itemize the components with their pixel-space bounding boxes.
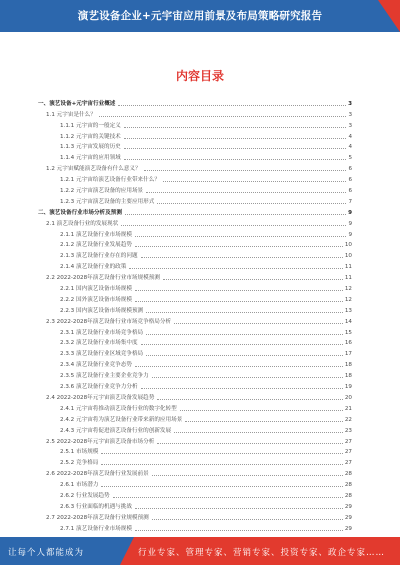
toc-entry[interactable] <box>38 172 352 183</box>
toc-entry-page: 27 <box>344 438 352 445</box>
toc-entry-page: 28 <box>344 492 352 499</box>
toc-entry[interactable] <box>38 161 352 172</box>
toc-entry-label: 2.4.3 元宇宙将促进演艺设备行业的创新发展 <box>60 427 172 434</box>
toc-entry-label: 2.1.1 演艺设备行业市场规模 <box>60 231 132 238</box>
toc-entry[interactable] <box>38 96 352 107</box>
toc-entry-page: 10 <box>344 242 352 249</box>
toc-dot-leader <box>174 432 343 433</box>
toc-dot-leader <box>157 443 343 444</box>
footer-banner <box>0 537 400 565</box>
toc-entry[interactable] <box>38 314 352 325</box>
toc-entry-page: 11 <box>344 275 352 282</box>
toc-entry-label: 2.6.3 行业面临的机遇与挑战 <box>60 503 132 510</box>
toc-entry-label: 2.1.4 演艺设备行业的政策 <box>60 264 127 271</box>
toc-entry-page: 27 <box>344 449 352 456</box>
toc-entry-page: 22 <box>344 416 352 423</box>
toc-entry[interactable] <box>38 118 352 129</box>
toc-entry-label: 2.3.2 演艺设备行业市场集中度 <box>60 340 138 347</box>
toc-dot-leader <box>101 486 342 487</box>
toc-entry[interactable] <box>38 194 352 205</box>
toc-dot-leader <box>125 214 346 215</box>
report-header <box>0 0 400 32</box>
toc-entry-page: 21 <box>344 405 352 412</box>
toc-entry[interactable] <box>38 412 352 423</box>
toc-entry[interactable] <box>38 281 352 292</box>
toc-entry-page: 14 <box>344 318 352 325</box>
toc-entry-page: 16 <box>344 340 352 347</box>
toc-entry[interactable] <box>38 445 352 456</box>
toc-entry-label: 2.4.1 元宇宙将推动演艺设备行业的数字化转型 <box>60 405 177 412</box>
toc-entry[interactable] <box>38 368 352 379</box>
toc-entry[interactable] <box>38 227 352 238</box>
toc-entry[interactable] <box>38 434 352 445</box>
toc-dot-leader <box>163 279 343 280</box>
toc-entry[interactable] <box>38 423 352 434</box>
toc-entry[interactable] <box>38 401 352 412</box>
toc-entry-label: 2.5.1 市场规模 <box>60 449 99 456</box>
toc-entry[interactable] <box>38 107 352 118</box>
toc-entry-label: 2.6 2022-2028年演艺设备行业发展前景 <box>46 471 149 478</box>
toc-entry-label: 1.1.1 元宇宙的一般定义 <box>60 122 121 129</box>
toc-entry-label: 2.4 2022-2028年元宇宙演艺设备发展趋势 <box>46 394 155 401</box>
toc-entry-page: 18 <box>344 373 352 380</box>
report-title: 演艺设备企业+元宇宙应用前景及布局策略研究报告 <box>77 10 323 22</box>
toc-dot-leader <box>146 192 346 193</box>
toc-entry-page: 18 <box>344 362 352 369</box>
toc-entry-label: 1.1.2 元宇宙的关键技术 <box>60 133 121 140</box>
toc-entry-page: 28 <box>344 482 352 489</box>
toc-entry-label: 2.6.2 行业发展趋势 <box>60 492 110 499</box>
toc-entry[interactable] <box>38 390 352 401</box>
toc-entry-label: 2.3.5 演艺设备行业主要企业竞争力 <box>60 373 149 380</box>
toc-entry[interactable] <box>38 510 352 521</box>
toc-entry[interactable] <box>38 183 352 194</box>
toc-entry-page: 6 <box>348 188 352 195</box>
toc-entry-label: 2.5 2022-2028年元宇宙演艺设备市场分析 <box>46 438 155 445</box>
toc-dot-leader <box>180 410 343 411</box>
toc-entry-label: 2.7.1 演艺设备行业市场规模 <box>60 525 132 532</box>
toc-dot-leader <box>157 203 346 204</box>
toc-entry-page: 13 <box>344 307 352 314</box>
toc-entry[interactable] <box>38 477 352 488</box>
toc-entry-label: 2.2 2022-2028年演艺设备行业市场规模预测 <box>46 275 160 282</box>
toc-dot-leader <box>152 475 343 476</box>
toc-entry[interactable] <box>38 129 352 140</box>
toc-entry-page: 3 <box>348 122 352 129</box>
toc-entry-page: 3 <box>348 111 352 118</box>
toc-entry-page: 28 <box>344 471 352 478</box>
toc-dot-leader <box>146 334 343 335</box>
toc-dot-leader <box>152 377 343 378</box>
toc-entry-page: 11 <box>344 264 352 271</box>
toc-entry-label: 2.7 2022-2028年演艺设备行业规模预测 <box>46 514 149 521</box>
toc-entry-page: 27 <box>344 460 352 467</box>
toc-entry[interactable] <box>38 205 352 216</box>
toc-entry-label: 1.2.1 元宇宙给演艺设备行业带来什么？ <box>60 177 160 184</box>
toc-dot-leader <box>124 138 347 139</box>
toc-entry[interactable] <box>38 248 352 259</box>
toc-dot-leader <box>163 181 347 182</box>
toc-entry[interactable] <box>38 488 352 499</box>
toc-dot-leader <box>113 497 343 498</box>
toc-entry-page: 29 <box>344 525 352 532</box>
toc-entry-label: 2.3.3 演艺设备行业区域竞争格局 <box>60 351 144 358</box>
toc-entry[interactable] <box>38 521 352 532</box>
toc-dot-leader <box>135 236 346 237</box>
toc-dot-leader <box>124 127 347 128</box>
toc-entry-page: 10 <box>344 253 352 260</box>
toc-entry[interactable] <box>38 150 352 161</box>
toc-entry[interactable] <box>38 455 352 466</box>
toc-dot-leader <box>135 290 343 291</box>
toc-entry-label: 2.6.1 市场潜力 <box>60 482 99 489</box>
toc-entry-page: 4 <box>348 133 352 140</box>
toc-dot-leader <box>101 453 342 454</box>
toc-entry-page: 17 <box>344 351 352 358</box>
toc-dot-leader <box>124 148 347 149</box>
header-corner-accent <box>378 0 400 32</box>
toc-dot-leader <box>146 355 343 356</box>
toc-entry[interactable] <box>38 336 352 347</box>
toc-entry-page: 5 <box>348 155 352 162</box>
toc-dot-leader <box>99 116 347 117</box>
toc-dot-leader <box>121 225 346 226</box>
toc-entry-page: 19 <box>344 384 352 391</box>
toc-entry[interactable] <box>38 216 352 227</box>
toc-entry-page: 9 <box>348 231 352 238</box>
toc-dot-leader <box>141 344 343 345</box>
toc-entry-page: 4 <box>348 144 352 151</box>
toc-entry[interactable] <box>38 466 352 477</box>
toc-entry-page: 29 <box>344 503 352 510</box>
toc-dot-leader <box>135 246 343 247</box>
toc-dot-leader <box>101 464 342 465</box>
toc-entry[interactable] <box>38 270 352 281</box>
toc-dot-leader <box>144 170 347 171</box>
toc-entry-page: 29 <box>344 514 352 521</box>
toc-entry-label: 2.3.4 演艺设备行业竞争态势 <box>60 362 132 369</box>
toc-entry[interactable] <box>38 140 352 151</box>
toc-entry[interactable] <box>38 238 352 249</box>
footer-expert-list: 行业专家、管理专家、营销专家、投资专家、政企专家…… <box>138 548 386 558</box>
toc-entry[interactable] <box>38 303 352 314</box>
toc-dot-leader <box>141 388 343 389</box>
toc-dot-leader <box>185 421 343 422</box>
toc-entry-label: 2.2.1 国内演艺设备市场规模 <box>60 286 132 293</box>
toc-dot-leader <box>152 519 343 520</box>
toc-entry-page: 9 <box>348 220 352 227</box>
toc-entry-label: 2.3.1 演艺设备行业市场竞争格局 <box>60 329 144 336</box>
toc-entry-page: 12 <box>344 286 352 293</box>
toc-dot-leader <box>135 530 343 531</box>
toc-entry-label: 2.1.2 演艺设备行业发展趋势 <box>60 242 132 249</box>
toc-dot-leader <box>146 312 343 313</box>
toc-dot-leader <box>174 323 343 324</box>
toc-entry-page: 12 <box>344 296 352 303</box>
toc-entry-label: 1.2.3 元宇宙演艺设备的主要应用形式 <box>60 198 155 205</box>
toc-entry-page: 9 <box>348 209 352 216</box>
toc-entry-label: 2.3 2022-2028年演艺设备行业市场竞争格局分析 <box>46 318 172 325</box>
toc-entry-label: 1.1.4 元宇宙的应用领域 <box>60 155 121 162</box>
toc-entry-label: 2.2.2 国外演艺设备市场规模 <box>60 296 132 303</box>
table-of-contents <box>38 96 352 532</box>
toc-entry-label: 2.4.2 元宇宙将为演艺设备行业带来新的应用场景 <box>60 416 183 423</box>
toc-entry-page: 15 <box>344 329 352 336</box>
toc-entry-label: 2.1.3 演艺设备行业存在的问题 <box>60 253 138 260</box>
toc-dot-leader <box>118 105 346 106</box>
toc-dot-leader <box>129 268 343 269</box>
toc-entry[interactable] <box>38 346 352 357</box>
toc-entry[interactable] <box>38 499 352 510</box>
toc-entry[interactable] <box>38 357 352 368</box>
toc-entry-label: 1.2 元宇宙赋能演艺设备有什么意义？ <box>46 166 141 173</box>
toc-entry-label: 一、演艺设备+元宇宙行业概述 <box>38 100 116 107</box>
toc-entry-label: 1.1.3 元宇宙发展的历史 <box>60 144 121 151</box>
toc-dot-leader <box>135 366 343 367</box>
toc-entry-label: 1.2.2 元宇宙演艺设备的应用场景 <box>60 188 144 195</box>
toc-title: 内容目录 <box>175 69 224 83</box>
toc-entry[interactable] <box>38 292 352 303</box>
toc-entry-label: 二、演艺设备行业市场分析及预测 <box>38 209 122 216</box>
toc-dot-leader <box>157 399 343 400</box>
toc-entry-label: 2.3.6 演艺设备行业竞争力分析 <box>60 384 138 391</box>
toc-entry[interactable] <box>38 379 352 390</box>
toc-entry-label: 1.1 元宇宙是什么？ <box>46 111 96 118</box>
toc-dot-leader <box>135 508 343 509</box>
toc-dot-leader <box>135 301 343 302</box>
toc-entry-page: 3 <box>348 100 352 107</box>
toc-dot-leader <box>124 159 347 160</box>
footer-slogan: 让每个人都能成为 <box>8 548 85 558</box>
toc-entry-page: 6 <box>348 177 352 184</box>
toc-entry-label: 2.5.2 竞争格局 <box>60 460 99 467</box>
toc-entry[interactable] <box>38 259 352 270</box>
toc-entry-page: 20 <box>344 394 352 401</box>
toc-entry-page: 23 <box>344 427 352 434</box>
toc-entry-page: 7 <box>348 198 352 205</box>
toc-entry[interactable] <box>38 325 352 336</box>
toc-entry-label: 2.2.3 国内演艺设备市场规模预测 <box>60 307 144 314</box>
footer-slant-accent <box>120 537 134 565</box>
toc-entry-page: 6 <box>348 166 352 173</box>
toc-dot-leader <box>141 257 343 258</box>
toc-entry-label: 2.1 演艺设备行业的发展现状 <box>46 220 119 227</box>
